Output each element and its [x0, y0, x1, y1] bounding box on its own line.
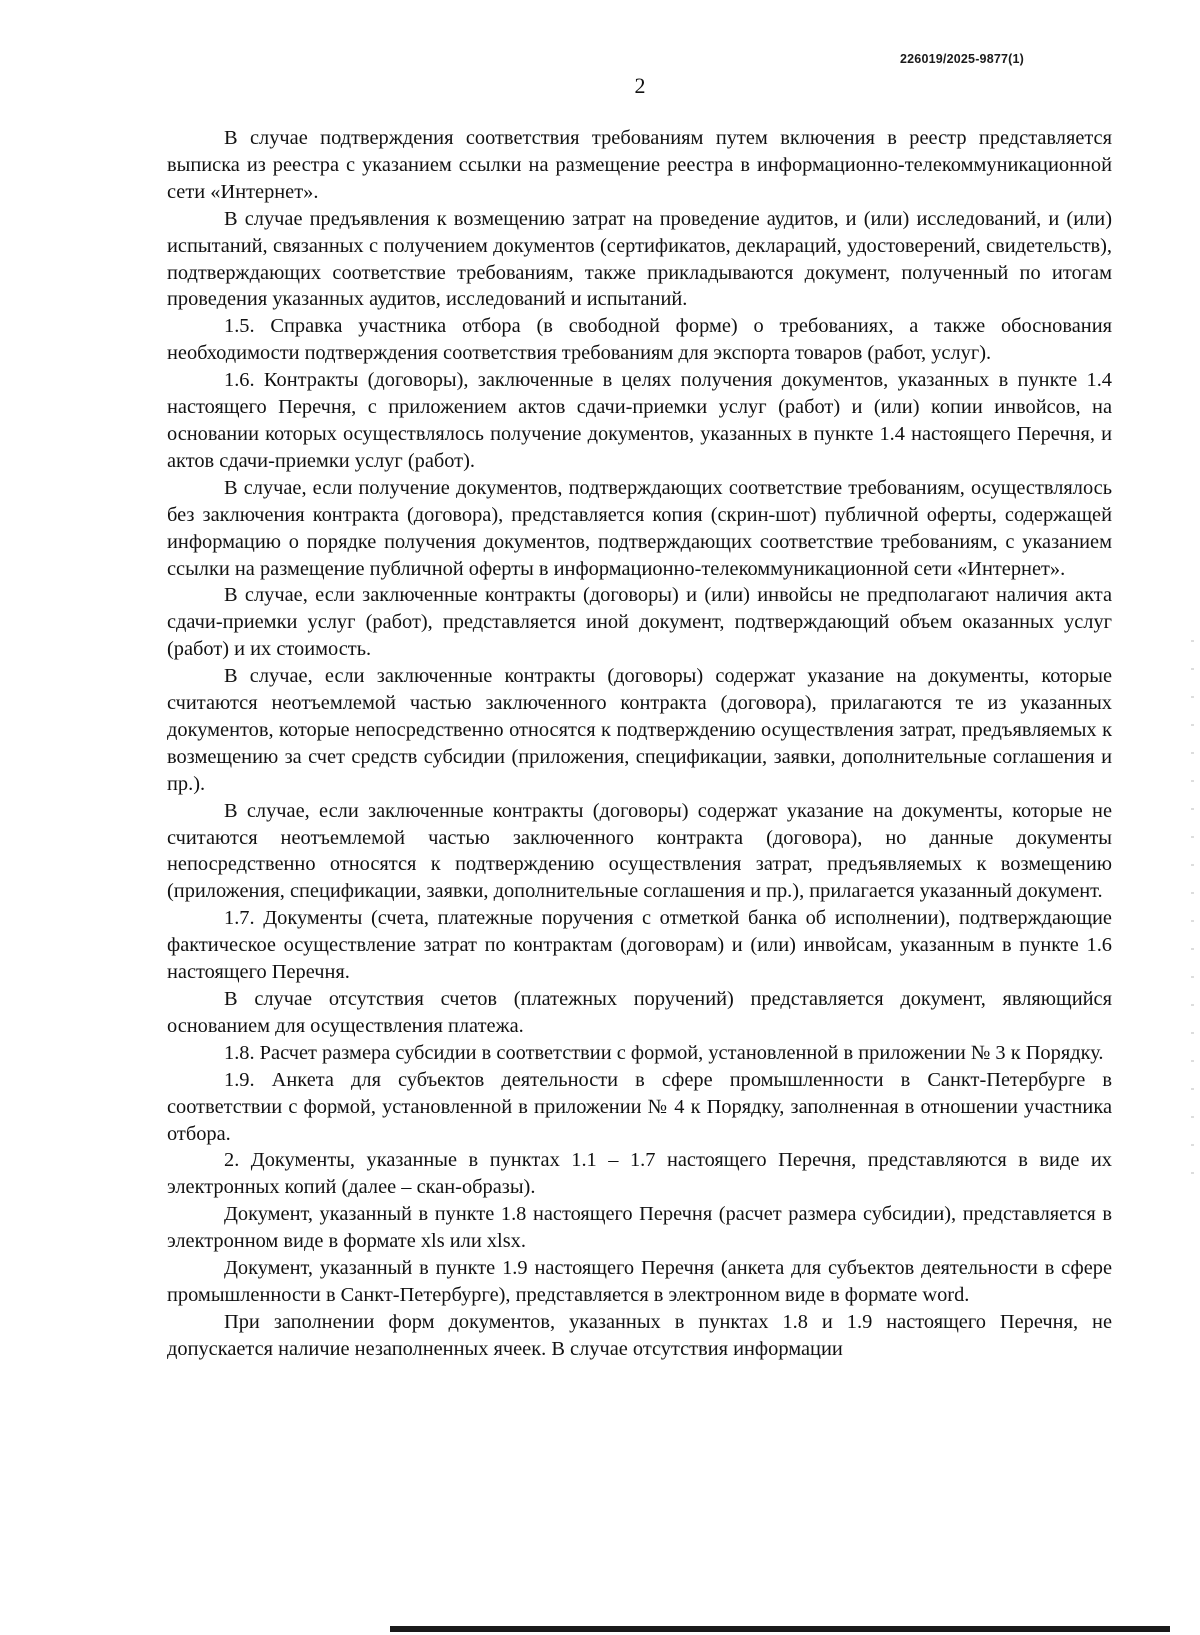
- paragraph: В случае, если заключенные контракты (договоры) и (или) инвойсы не предполагают наличия акта сдачи-приемки услуг (работ), представляется иной документ, подтверждающий объем оказанных услуг (работ) и их стоимость.: [167, 584, 1112, 661]
- paragraph: В случае отсутствия счетов (платежных поручений) представляется документ, являющийся основанием для осуществления платежа.: [167, 988, 1112, 1037]
- paragraph: 2. Документы, указанные в пунктах 1.1 – 1.7 настоящего Перечня, представляются в виде их электронных копий (далее – скан-образы).: [167, 1149, 1112, 1199]
- scan-edge-artifacts: [1191, 640, 1194, 1200]
- paragraph: Документ, указанный в пункте 1.8 настоящего Перечня (расчет размера субсидии), представляется в электронном виде в формате xls или xlsx.: [167, 1203, 1112, 1253]
- paragraph: 1.6. Контракты (договоры), заключенные в целях получения документов, указанных в пункте 1.4 настоящего Перечня, с приложением актов сдачи-приемки услуг (работ) и (или) копии инвойсов, на основании которых осуществлялось получение документов, указанных в пункте 1.4 настоящего Перечня, и актов сдачи-приемки услуг (работ).: [167, 369, 1112, 472]
- paragraph: При заполнении форм документов, указанных в пунктах 1.8 и 1.9 настоящего Перечня, не допускается наличие незаполненных ячеек. В случае отсутствия информации: [167, 1310, 1112, 1360]
- paragraph: Документ, указанный в пункте 1.9 настоящего Перечня (анкета для субъектов деятельности в сфере промышленности в Санкт-Петербурге), представляется в электронном виде в формате word.: [167, 1257, 1112, 1306]
- paragraph: В случае, если заключенные контракты (договоры) содержат указание на документы, которые не считаются неотъемлемой частью заключенного контракта (договора), но данные документы непосредственно относятся к подтверждению осуществления затрат, предъявляемых к возмещению (приложения, спецификации, заявки, дополнительные соглашения и пр.), прилагается указанный документ.: [167, 799, 1112, 903]
- paragraph: В случае, если получение документов, подтверждающих соответствие требованиям, осуществлялось без заключения контракта (договора), представляется копия (скрин-шот) публичной оферты, содержащей информацию о порядке получения документов, подтверждающих соответствие требованиям, с указанием ссылки на размещение публичной оферты в информационно-телекоммуникационной сети «Интернет».: [167, 476, 1112, 580]
- paragraph: 1.9. Анкета для субъектов деятельности в сфере промышленности в Санкт-Петербурге в соответствии с формой, установленной в приложении № 4 к Порядку, заполненная в отношении участника отбора.: [167, 1068, 1112, 1145]
- page-number: 2: [634, 73, 646, 98]
- paragraph: 1.7. Документы (счета, платежные поручения с отметкой банка об исполнении), подтверждающие фактическое осуществление затрат по контрактам (договорам) и (или) инвойсам, указанным в пункте 1.6 настоящего Перечня.: [167, 907, 1112, 984]
- paragraph: В случае, если заключенные контракты (договоры) содержат указание на документы, которые считаются неотъемлемой частью заключенного контракта (договора), прилагаются те из указанных документов, которые непосредственно относятся к подтверждению осуществления затрат, предъявляемых к возмещению за счет средств субсидии (приложения, спецификации, заявки, дополнительные соглашения и пр.).: [167, 665, 1112, 795]
- paragraph: В случае предъявления к возмещению затрат на проведение аудитов, и (или) исследований, и (или) испытаний, связанных с получением документов (сертификатов, деклараций, удостоверений, свидетельств), подтверждающих соответствие требованиям, также прикладываются документ, полученный по итогам проведения указанных аудитов, исследований и испытаний.: [167, 207, 1112, 311]
- document-body: [167, 125, 1112, 1363]
- paragraph: 1.5. Справка участника отбора (в свободной форме) о требованиях, а также обоснования необходимости подтверждения соответствия требованиям для экспорта товаров (работ, услуг).: [167, 315, 1112, 365]
- bottom-scan-border: [390, 1626, 1170, 1632]
- document-number: 226019/2025-9877(1): [900, 52, 1025, 66]
- paragraph: В случае подтверждения соответствия требованиям путем включения в реестр представляется выписка из реестра с указанием ссылки на размещение реестра в информационно-телекоммуникационной сети «Интернет».: [167, 127, 1112, 203]
- paragraph: 1.8. Расчет размера субсидии в соответствии с формой, установленной в приложении № 3 к Порядку.: [224, 1041, 1104, 1064]
